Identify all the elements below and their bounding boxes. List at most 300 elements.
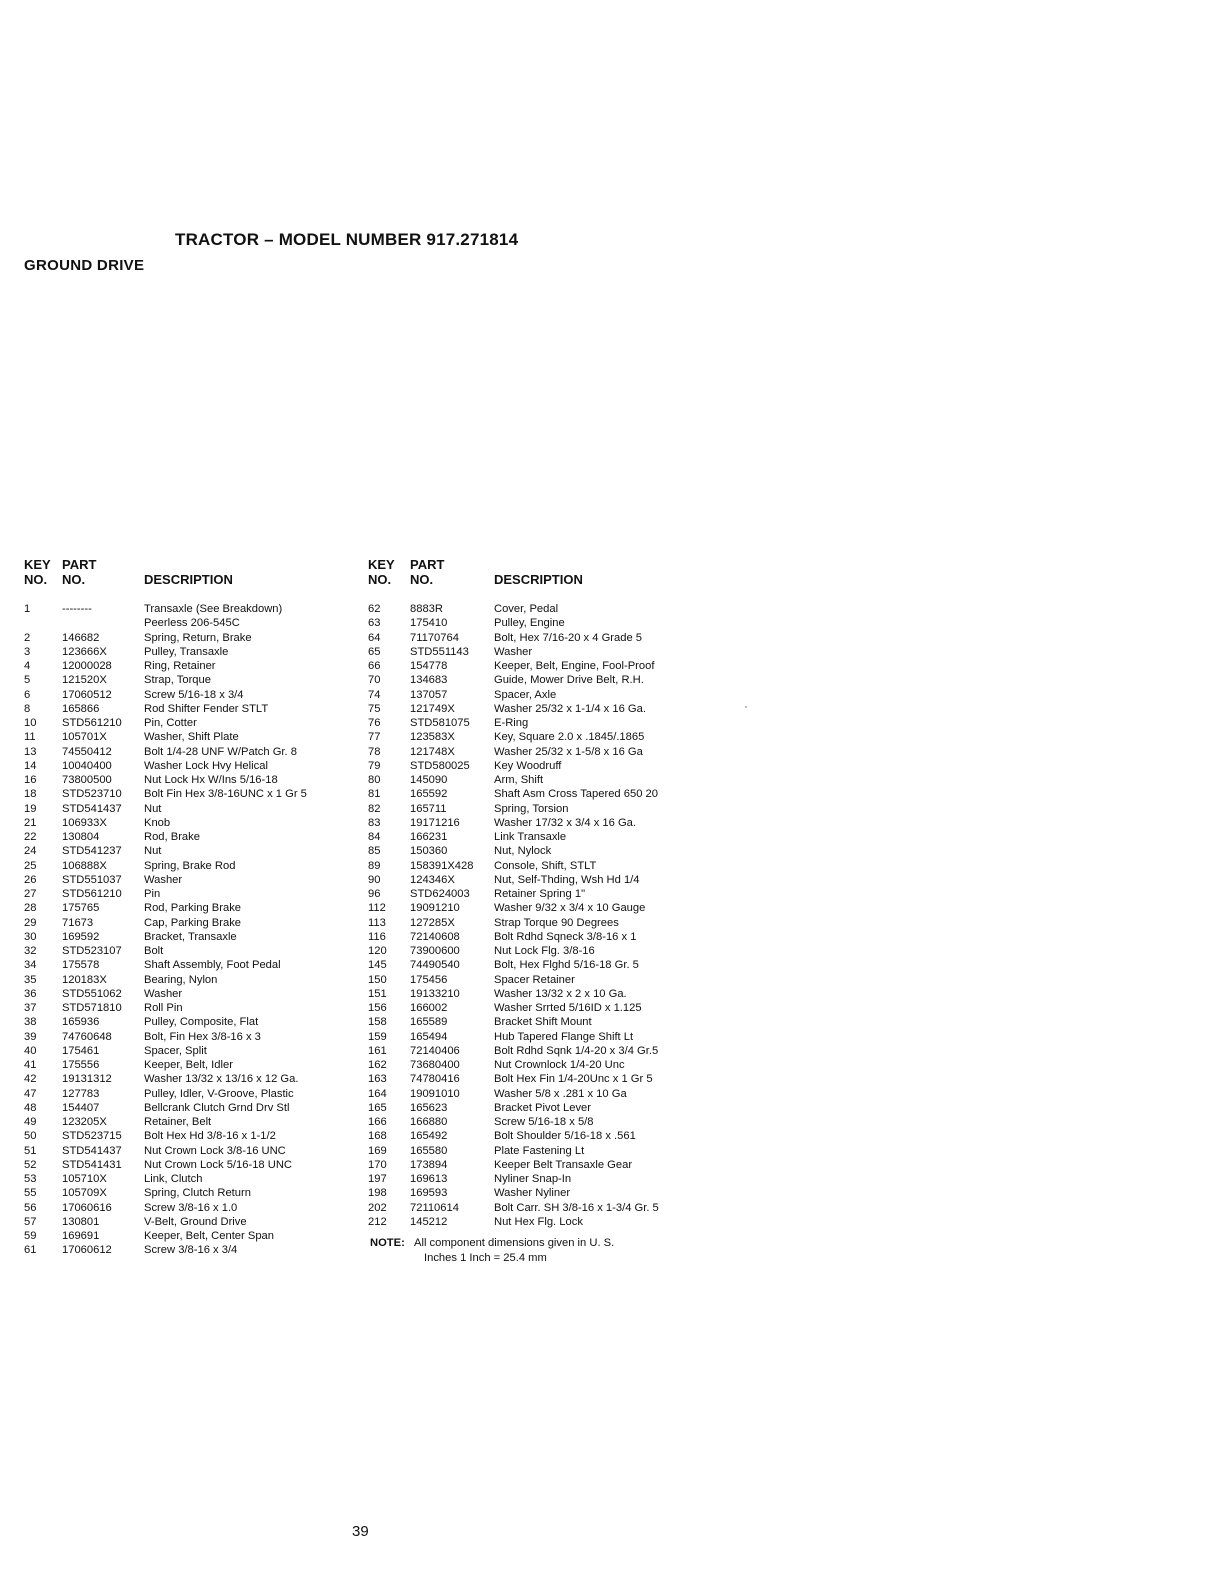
part-number: 73900600	[410, 945, 460, 957]
dimension-note	[370, 1236, 614, 1265]
key-number: 11	[24, 731, 36, 744]
part-number: STD523710	[62, 788, 122, 801]
header-part-line1: PART	[62, 557, 97, 572]
table-row	[368, 901, 659, 915]
table-row	[368, 1001, 659, 1015]
part-description: Washer Srrted 5/16ID x 1.125	[494, 1002, 642, 1014]
part-number: STD561210	[62, 717, 122, 729]
part-description: Pulley, Composite, Flat	[144, 1016, 259, 1029]
table-row	[368, 802, 659, 816]
part-description: Link, Clutch	[144, 1173, 203, 1185]
section-heading: GROUND DRIVE	[24, 257, 145, 274]
part-number: 175556	[62, 1059, 100, 1071]
key-number: 2	[24, 631, 31, 644]
part-number: 134683	[410, 674, 448, 687]
key-number: 120	[368, 945, 387, 957]
key-number: 29	[24, 916, 37, 929]
part-description: Roll Pin	[144, 1002, 183, 1014]
part-number: 145090	[410, 774, 448, 786]
key-number: 81	[368, 788, 381, 801]
table-row	[368, 1172, 659, 1186]
part-description: Bolt, Fin Hex 3/8-16 x 3	[144, 1030, 261, 1043]
part-description: Nyliner Snap-In	[494, 1173, 572, 1185]
part-number: 127285X	[410, 916, 455, 929]
part-number: 74550412	[62, 745, 112, 758]
part-description: Washer Lock Hvy Helical	[144, 759, 268, 772]
part-number: 127783	[62, 1087, 100, 1100]
key-number: 22	[24, 831, 37, 843]
table-row	[368, 1215, 659, 1229]
part-number: 175765	[62, 902, 100, 915]
part-description: Washer	[144, 873, 183, 886]
table-row	[24, 901, 307, 915]
part-number: 17060616	[62, 1201, 112, 1214]
part-description: Keeper, Belt, Idler	[144, 1059, 233, 1071]
part-number: STD551037	[62, 873, 122, 886]
part-number: 169613	[410, 1173, 448, 1185]
table-row	[24, 773, 307, 787]
part-description: Washer, Shift Plate	[144, 731, 239, 744]
part-description: Spring, Torsion	[494, 802, 569, 815]
part-number: 169592	[62, 930, 100, 943]
part-description: Bolt, Hex Flghd 5/16-18 Gr. 5	[494, 959, 639, 972]
part-description: Bearing, Nylon	[144, 973, 218, 986]
part-number: STD581075	[410, 717, 470, 729]
part-number: 165936	[62, 1016, 100, 1029]
part-number: STD523107	[62, 945, 122, 957]
table-row	[24, 958, 307, 972]
part-description: Bolt Hex Hd 3/8-16 x 1-1/2	[144, 1130, 276, 1143]
table-row	[24, 1186, 307, 1200]
part-number: 72140406	[410, 1044, 460, 1057]
key-number: 80	[368, 774, 381, 786]
table-row	[24, 916, 307, 930]
key-number: 47	[24, 1087, 37, 1100]
key-number: 164	[368, 1087, 387, 1100]
part-number: STD551062	[62, 987, 122, 1000]
part-number: 175578	[62, 959, 100, 972]
part-number: 73800500	[62, 774, 112, 786]
part-description: Nut	[144, 845, 162, 858]
part-number: 166880	[410, 1116, 448, 1128]
part-description: Washer 9/32 x 3/4 x 10 Gauge	[494, 902, 646, 915]
table-row	[24, 1215, 307, 1229]
part-description: Bolt Rdhd Sqneck 3/8-16 x 1	[494, 930, 637, 943]
table-row	[24, 1172, 307, 1186]
key-number: 198	[368, 1187, 387, 1200]
part-description: Shaft Assembly, Foot Pedal	[144, 959, 281, 972]
key-number: 79	[368, 759, 381, 772]
part-number: 169593	[410, 1187, 448, 1200]
table-row	[24, 1072, 307, 1086]
table-row	[368, 659, 659, 673]
part-number	[62, 616, 144, 630]
key-number: 161	[368, 1044, 387, 1057]
table-row	[368, 1186, 659, 1200]
table-row	[368, 930, 659, 944]
table-row	[24, 730, 307, 744]
table-row	[24, 716, 307, 730]
part-description: Arm, Shift	[494, 774, 544, 786]
table-row	[24, 1201, 307, 1215]
table-row	[368, 616, 659, 630]
part-description: Rod, Parking Brake	[144, 902, 242, 915]
key-number: 159	[368, 1030, 387, 1043]
table-row	[24, 1229, 307, 1243]
part-number: 165589	[410, 1016, 448, 1029]
table-row	[24, 816, 307, 830]
table-row	[24, 930, 307, 944]
key-number: 30	[24, 930, 37, 943]
table-row	[24, 1087, 307, 1101]
key-number: 19	[24, 802, 37, 815]
part-description: Spacer Retainer	[494, 973, 575, 986]
key-number: 52	[24, 1158, 37, 1171]
key-number: 62	[368, 603, 381, 615]
part-description: Spring, Brake Rod	[144, 859, 236, 872]
part-number: 150360	[410, 845, 448, 858]
table-row	[24, 1058, 307, 1072]
header-description: DESCRIPTION	[144, 572, 233, 587]
part-number: 123583X	[410, 731, 455, 744]
table-row	[368, 787, 659, 801]
part-number: 74490540	[410, 959, 460, 972]
table-row	[368, 873, 659, 887]
table-row	[368, 1129, 659, 1143]
table-row	[24, 616, 307, 630]
table-row	[368, 702, 659, 716]
part-description: Cover, Pedal	[494, 603, 559, 615]
part-description: Key Woodruff	[494, 759, 562, 772]
parts-table-left	[24, 557, 307, 1258]
part-description: Ring, Retainer	[144, 660, 216, 672]
part-description: Screw 3/8-16 x 3/4	[144, 1244, 238, 1257]
table-row	[24, 844, 307, 858]
key-number: 21	[24, 816, 37, 829]
part-description: Bellcrank Clutch Grnd Drv Stl	[144, 1101, 290, 1114]
key-number: 27	[24, 888, 37, 900]
table-row	[24, 1030, 307, 1044]
table-row	[368, 1044, 659, 1058]
part-description: Washer 5/8 x .281 x 10 Ga	[494, 1087, 627, 1100]
key-number: 170	[368, 1158, 387, 1171]
part-description: Peerless 206-545C	[144, 617, 240, 630]
part-description: V-Belt, Ground Drive	[144, 1215, 247, 1228]
part-description: Guide, Mower Drive Belt, R.H.	[494, 674, 644, 687]
part-description: Spacer, Axle	[494, 688, 557, 701]
part-description: Bolt Carr. SH 3/8-16 x 1-3/4 Gr. 5	[494, 1201, 659, 1214]
key-number: 34	[24, 959, 37, 972]
part-description: Cap, Parking Brake	[144, 916, 242, 929]
part-description: Nut Crown Lock 3/8-16 UNC	[144, 1144, 286, 1157]
key-number: 35	[24, 973, 37, 986]
table-row	[24, 1015, 307, 1029]
table-row	[368, 830, 659, 844]
key-number: 90	[368, 873, 381, 886]
part-number: 19131312	[62, 1073, 112, 1086]
page-number: 39	[352, 1523, 369, 1540]
part-description: Pin	[144, 888, 161, 900]
table-row	[368, 987, 659, 1001]
part-number: 19091210	[410, 902, 460, 915]
table-row	[24, 887, 307, 901]
part-description: Hub Tapered Flange Shift Lt	[494, 1030, 634, 1043]
table-row	[24, 1129, 307, 1143]
key-number: 165	[368, 1101, 387, 1114]
parts-table-right	[368, 557, 659, 1229]
header-key-line2: NO.	[24, 572, 48, 587]
table-row	[24, 1158, 307, 1172]
part-description: Keeper Belt Transaxle Gear	[494, 1158, 633, 1171]
table-row	[368, 645, 659, 659]
table-row	[24, 745, 307, 759]
part-description: Key, Square 2.0 x .1845/.1865	[494, 731, 645, 744]
part-number: 165711	[410, 802, 447, 815]
table-row	[368, 688, 659, 702]
part-number: --------	[62, 603, 92, 615]
part-description: Washer 17/32 x 3/4 x 16 Ga.	[494, 816, 636, 829]
key-number: 32	[24, 945, 37, 957]
part-number: 17060512	[62, 688, 112, 701]
key-number: 28	[24, 902, 37, 915]
part-number: 106933X	[62, 816, 107, 829]
part-description: Bolt Hex Fin 1/4-20Unc x 1 Gr 5	[494, 1073, 653, 1086]
part-number: 175410	[410, 617, 448, 630]
part-number: 145212	[410, 1215, 448, 1228]
table-row	[368, 1072, 659, 1086]
part-number: 121749X	[410, 702, 455, 715]
table-row	[24, 1001, 307, 1015]
table-row	[368, 944, 659, 958]
part-number: STD541437	[62, 802, 122, 815]
key-number: 37	[24, 1002, 37, 1014]
table-row	[24, 859, 307, 873]
part-description: Pulley, Transaxle	[144, 645, 229, 658]
part-number: 169691	[62, 1230, 100, 1242]
part-description: Nut Hex Flg. Lock	[494, 1215, 583, 1228]
part-description: Shaft Asm Cross Tapered 650 20	[494, 788, 658, 801]
part-number: 105710X	[62, 1173, 107, 1185]
key-number: 151	[368, 987, 387, 1000]
part-number: 154778	[410, 660, 448, 672]
table-row	[368, 716, 659, 730]
part-description: Link Transaxle	[494, 831, 567, 843]
key-number: 162	[368, 1059, 387, 1071]
key-number: 202	[368, 1201, 387, 1214]
part-description: Knob	[144, 816, 171, 829]
part-number: STD561210	[62, 888, 122, 900]
header-part-line2: NO.	[62, 572, 86, 587]
table-row	[24, 1101, 307, 1115]
part-number: 165494	[410, 1030, 448, 1043]
key-number: 169	[368, 1144, 387, 1157]
key-number: 82	[368, 802, 381, 815]
table-row	[24, 787, 307, 801]
scan-speck	[745, 706, 747, 708]
table-row	[368, 745, 659, 759]
key-number: 5	[24, 674, 31, 687]
part-number: STD571810	[62, 1002, 122, 1014]
table-row	[24, 1115, 307, 1129]
header-key-line1: KEY	[24, 557, 51, 572]
part-description: Transaxle (See Breakdown)	[144, 603, 283, 615]
table-row	[24, 987, 307, 1001]
table-row	[24, 802, 307, 816]
key-number: 112	[368, 902, 386, 915]
part-description: Bolt, Hex 7/16-20 x 4 Grade 5	[494, 631, 643, 644]
table-row	[368, 1058, 659, 1072]
part-number: 166231	[410, 831, 448, 843]
part-description: Washer 25/32 x 1-1/4 x 16 Ga.	[494, 702, 646, 715]
key-number: 76	[368, 717, 381, 729]
key-number: 64	[368, 631, 381, 644]
part-description: Pulley, Engine	[494, 617, 565, 630]
part-number: 19091010	[410, 1087, 460, 1100]
table-row	[24, 659, 307, 673]
key-number: 116	[368, 930, 386, 943]
key-number: 83	[368, 816, 381, 829]
key-number: 39	[24, 1030, 37, 1043]
table-row	[368, 631, 659, 645]
key-number: 197	[368, 1173, 387, 1185]
table-row	[368, 1158, 659, 1172]
key-number: 84	[368, 831, 381, 843]
key-number: 6	[24, 688, 31, 701]
part-description: Nut Crown Lock 5/16-18 UNC	[144, 1158, 292, 1171]
part-number: STD541431	[62, 1158, 122, 1171]
part-number: 71170764	[410, 631, 459, 644]
part-number: 72140608	[410, 930, 460, 943]
part-number: 130801	[62, 1215, 100, 1228]
note-line1: All component dimensions given in U. S.	[414, 1237, 615, 1249]
key-number: 163	[368, 1073, 387, 1086]
table-row	[368, 602, 659, 616]
part-description: Rod Shifter Fender STLT	[144, 702, 269, 715]
part-description: Washer Nyliner	[494, 1187, 571, 1200]
part-description: Bolt 1/4-28 UNF W/Patch Gr. 8	[144, 745, 297, 758]
part-number: STD541437	[62, 1144, 122, 1157]
key-number: 89	[368, 859, 381, 872]
key-number: 8	[24, 702, 31, 715]
table-row	[368, 759, 659, 773]
key-number: 168	[368, 1130, 387, 1143]
table-row	[24, 873, 307, 887]
header-description: DESCRIPTION	[494, 572, 583, 587]
key-number: 53	[24, 1173, 37, 1185]
key-number: 55	[24, 1187, 37, 1200]
key-number: 75	[368, 702, 381, 715]
note-label: NOTE:	[370, 1237, 405, 1249]
part-number: 106888X	[62, 859, 107, 872]
part-number: 165592	[410, 788, 448, 801]
part-description: Keeper, Belt, Center Span	[144, 1230, 274, 1242]
part-description: Bolt Shoulder 5/16-18 x .561	[494, 1130, 636, 1143]
key-number: 18	[24, 788, 37, 801]
part-description: Pin, Cotter	[144, 717, 197, 729]
part-number: 165623	[410, 1101, 448, 1114]
part-description: Washer	[144, 987, 183, 1000]
key-number: 1	[24, 603, 31, 615]
header-key-line2: NO.	[368, 572, 392, 587]
part-description: Nut, Self-Thding, Wsh Hd 1/4	[494, 873, 640, 886]
part-number: 146682	[62, 631, 100, 644]
key-number: 10	[24, 717, 37, 729]
key-number: 40	[24, 1044, 37, 1057]
part-description: Bolt Fin Hex 3/8-16UNC x 1 Gr 5	[144, 788, 307, 801]
key-number: 63	[368, 617, 381, 630]
part-description: Strap, Torque	[144, 674, 211, 687]
table-row	[368, 844, 659, 858]
key-number: 150	[368, 973, 387, 986]
header-part-line2: NO.	[410, 572, 434, 587]
part-description: Nut Crownlock 1/4-20 Unc	[494, 1059, 625, 1071]
key-number: 42	[24, 1073, 37, 1086]
part-number: STD580025	[410, 759, 470, 772]
part-description: Rod, Brake	[144, 831, 200, 843]
key-number: 36	[24, 987, 37, 1000]
part-number: 105709X	[62, 1187, 107, 1200]
key-number: 13	[24, 745, 37, 758]
table-row	[368, 773, 659, 787]
key-number: 4	[24, 660, 31, 672]
part-number: 123205X	[62, 1116, 107, 1128]
table-row	[368, 887, 659, 901]
part-number: 137057	[410, 688, 448, 701]
part-description: Screw 5/16-18 x 5/8	[494, 1116, 594, 1128]
table-row	[368, 859, 659, 873]
table-row	[24, 759, 307, 773]
part-number: 120183X	[62, 973, 107, 986]
table-row	[368, 816, 659, 830]
part-number: 72110614	[410, 1201, 459, 1214]
part-description: Nut Lock Hx W/Ins 5/16-18	[144, 774, 278, 786]
part-description: Spacer, Split	[144, 1044, 207, 1057]
key-number: 16	[24, 774, 37, 786]
table-row	[368, 1015, 659, 1029]
table-row	[24, 973, 307, 987]
table-row	[368, 1087, 659, 1101]
part-description: Screw 5/16-18 x 3/4	[144, 688, 244, 701]
part-number: 165492	[410, 1130, 448, 1143]
table-row	[24, 1144, 307, 1158]
part-number: 124346X	[410, 873, 455, 886]
part-number: 17060612	[62, 1244, 112, 1257]
key-number: 26	[24, 873, 37, 886]
table-row	[24, 688, 307, 702]
part-number: 175461	[62, 1044, 100, 1057]
part-number: 130804	[62, 831, 100, 843]
key-number: 48	[24, 1101, 37, 1114]
parts-table-left-body	[24, 602, 307, 1258]
key-number: 50	[24, 1130, 37, 1143]
part-number: 165866	[62, 702, 100, 715]
part-number: 19133210	[410, 987, 460, 1000]
part-description: Washer 13/32 x 2 x 10 Ga.	[494, 987, 627, 1000]
part-description: Nut	[144, 802, 162, 815]
key-number: 78	[368, 745, 381, 758]
key-number: 145	[368, 959, 387, 972]
key-number: 38	[24, 1016, 37, 1029]
part-description: Bolt Rdhd Sqnk 1/4-20 x 3/4 Gr.5	[494, 1044, 659, 1057]
part-description: Spring, Clutch Return	[144, 1187, 251, 1200]
part-description: Bracket Pivot Lever	[494, 1101, 592, 1114]
part-description: Spring, Return, Brake	[144, 631, 252, 644]
key-number: 77	[368, 731, 381, 744]
part-description: Pulley, Idler, V-Groove, Plastic	[144, 1087, 294, 1100]
part-description: Washer 13/32 x 13/16 x 12 Ga.	[144, 1073, 299, 1086]
key-number: 3	[24, 645, 31, 658]
page-title: TRACTOR – MODEL NUMBER 917.271814	[175, 230, 519, 249]
